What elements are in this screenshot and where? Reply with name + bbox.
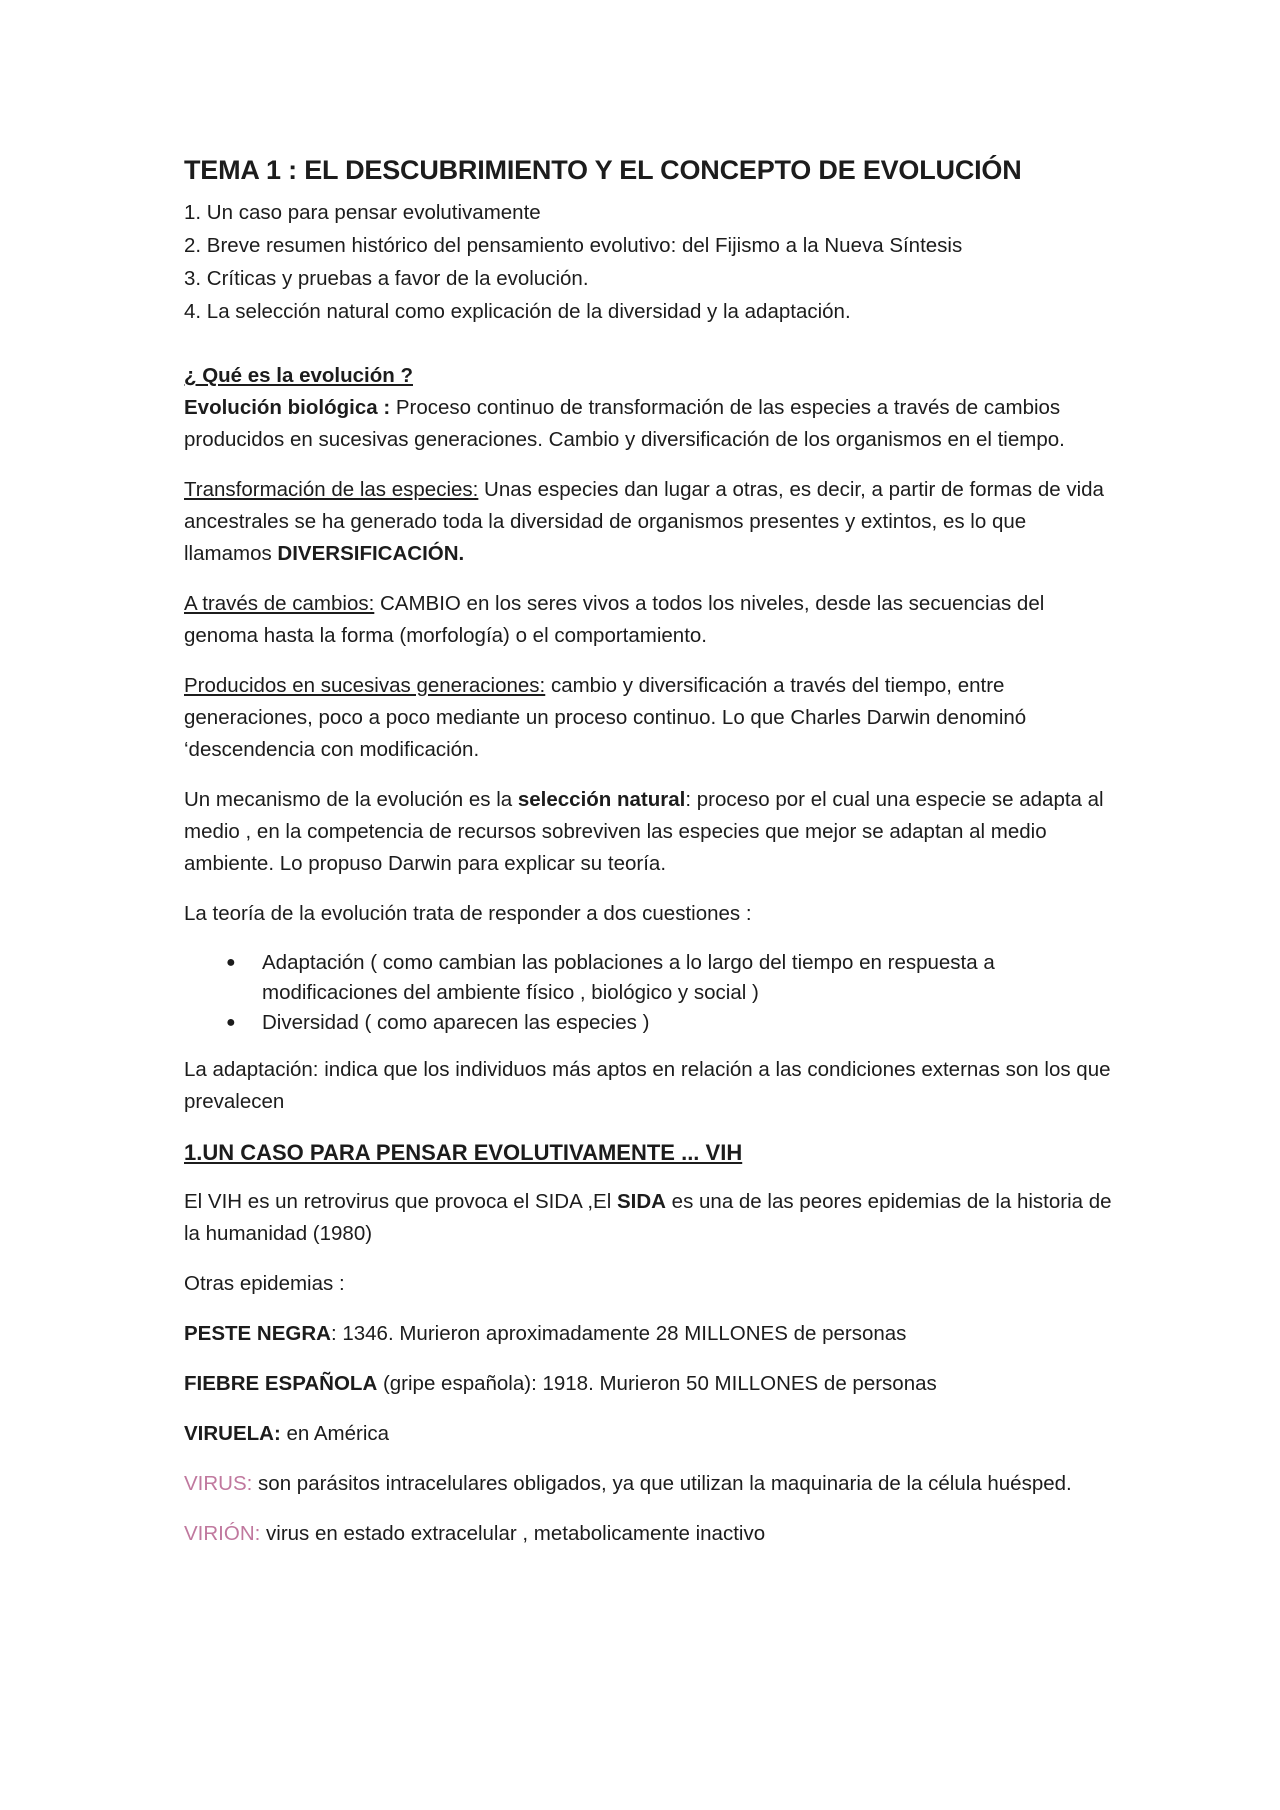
question-heading: ¿ Qué es la evolución ?	[184, 364, 413, 387]
bullet-icon: ●	[226, 1014, 236, 1031]
transform-text: Unas especies dan lugar a otras, es decir, a partir de formas de vida ancestrales se ha generado toda la diversidad de organismos presentes y extintos, es lo que llamamos	[184, 478, 1104, 565]
table-of-contents	[184, 196, 1114, 328]
fiebre-paragraph	[184, 1368, 1114, 1400]
viruela-text: en América	[280, 1422, 390, 1445]
producidos-paragraph	[184, 670, 1114, 766]
virion-text: virus en estado extracelular , metabolicamente inactivo	[260, 1522, 766, 1545]
vih-post: es una de las peores epidemias de la historia de la humanidad (1980)	[184, 1190, 1112, 1245]
adaptacion-paragraph: La adaptación: indica que los individuos más aptos en relación a las condiciones externas son los que prevalecen	[184, 1058, 1111, 1113]
bullet-icon: ●	[226, 954, 236, 971]
toc-item: 4. La selección natural como explicación de la diversidad y la adaptación.	[184, 300, 851, 323]
fiebre-bold: FIEBRE ESPAÑOLA	[184, 1372, 378, 1395]
cambios-paragraph	[184, 588, 1114, 652]
virus-paragraph	[184, 1468, 1114, 1500]
page-title: TEMA 1 : EL DESCUBRIMIENTO Y EL CONCEPTO DE EVOLUCIÓN	[184, 155, 1022, 185]
peste-paragraph	[184, 1318, 1114, 1350]
list-item-text: Diversidad ( como aparecen las especies )	[262, 1011, 650, 1034]
definition-text: Proceso continuo de transformación de las especies a través de cambios producidos en sucesivas generaciones. Cambio y diversificación de los organismos en el tiempo.	[184, 396, 1065, 451]
toc-item: 3. Críticas y pruebas a favor de la evolución.	[184, 267, 589, 290]
producidos-label: Producidos en sucesivas generaciones:	[184, 674, 546, 697]
transform-paragraph	[184, 474, 1114, 570]
definition-term: Evolución biológica :	[184, 396, 391, 419]
transform-bold: DIVERSIFICACIÓN.	[277, 542, 465, 565]
definition-paragraph	[184, 392, 1114, 456]
virus-label: VIRUS:	[184, 1472, 253, 1495]
virion-paragraph	[184, 1518, 1114, 1550]
list-item-text: Adaptación ( como cambian las poblaciones a lo largo del tiempo en respuesta a modificaciones del ambiente físico , biológico y social )	[262, 951, 995, 1004]
producidos-text: cambio y diversificación a través del tiempo, entre generaciones, poco a poco mediante un proceso continuo. Lo que Charles Darwin denominó ‘descendencia con modificación.	[184, 674, 1027, 761]
list-item	[184, 1008, 1114, 1038]
peste-bold: PESTE NEGRA	[184, 1322, 331, 1345]
bullet-list	[184, 948, 1114, 1038]
mecanismo-post: : proceso por el cual una especie se adapta al medio , en la competencia de recursos sobreviven las especies que mejor se adaptan al medio ambiente. Lo propuso Darwin para explicar su teoría.	[184, 788, 1104, 875]
transform-label: Transformación de las especies:	[184, 478, 479, 501]
vih-bold: SIDA	[616, 1190, 666, 1213]
peste-text: : 1346. Murieron aproximadamente 28 MILLONES de personas	[330, 1322, 907, 1345]
list-item	[184, 948, 1114, 1008]
viruela-bold: VIRUELA:	[184, 1422, 281, 1445]
toc-item: 1. Un caso para pensar evolutivamente	[184, 201, 541, 224]
virus-text: son parásitos intracelulares obligados, ya que utilizan la maquinaria de la célula huésped.	[252, 1472, 1072, 1495]
mecanismo-paragraph	[184, 784, 1114, 880]
vih-pre: El VIH es un retrovirus que provoca el SIDA ,El	[184, 1190, 617, 1213]
viruela-paragraph	[184, 1418, 1114, 1450]
cambios-text: CAMBIO en los seres vivos a todos los niveles, desde las secuencias del genoma hasta la forma (morfología) o el comportamiento.	[184, 592, 1045, 647]
vih-paragraph	[184, 1186, 1114, 1250]
fiebre-text: (gripe española): 1918. Murieron 50 MILLONES de personas	[377, 1372, 937, 1395]
document-page	[184, 150, 1114, 1568]
mecanismo-pre: Un mecanismo de la evolución es la	[184, 788, 518, 811]
teoria-paragraph: La teoría de la evolución trata de responder a dos cuestiones :	[184, 902, 752, 925]
toc-item: 2. Breve resumen histórico del pensamiento evolutivo: del Fijismo a la Nueva Síntesis	[184, 234, 963, 257]
cambios-label: A través de cambios:	[184, 592, 375, 615]
mecanismo-bold: selección natural	[517, 788, 686, 811]
otras-paragraph: Otras epidemias :	[184, 1272, 345, 1295]
virion-label: VIRIÓN:	[184, 1522, 261, 1545]
section-heading: 1.UN CASO PARA PENSAR EVOLUTIVAMENTE ... VIH	[184, 1140, 743, 1165]
